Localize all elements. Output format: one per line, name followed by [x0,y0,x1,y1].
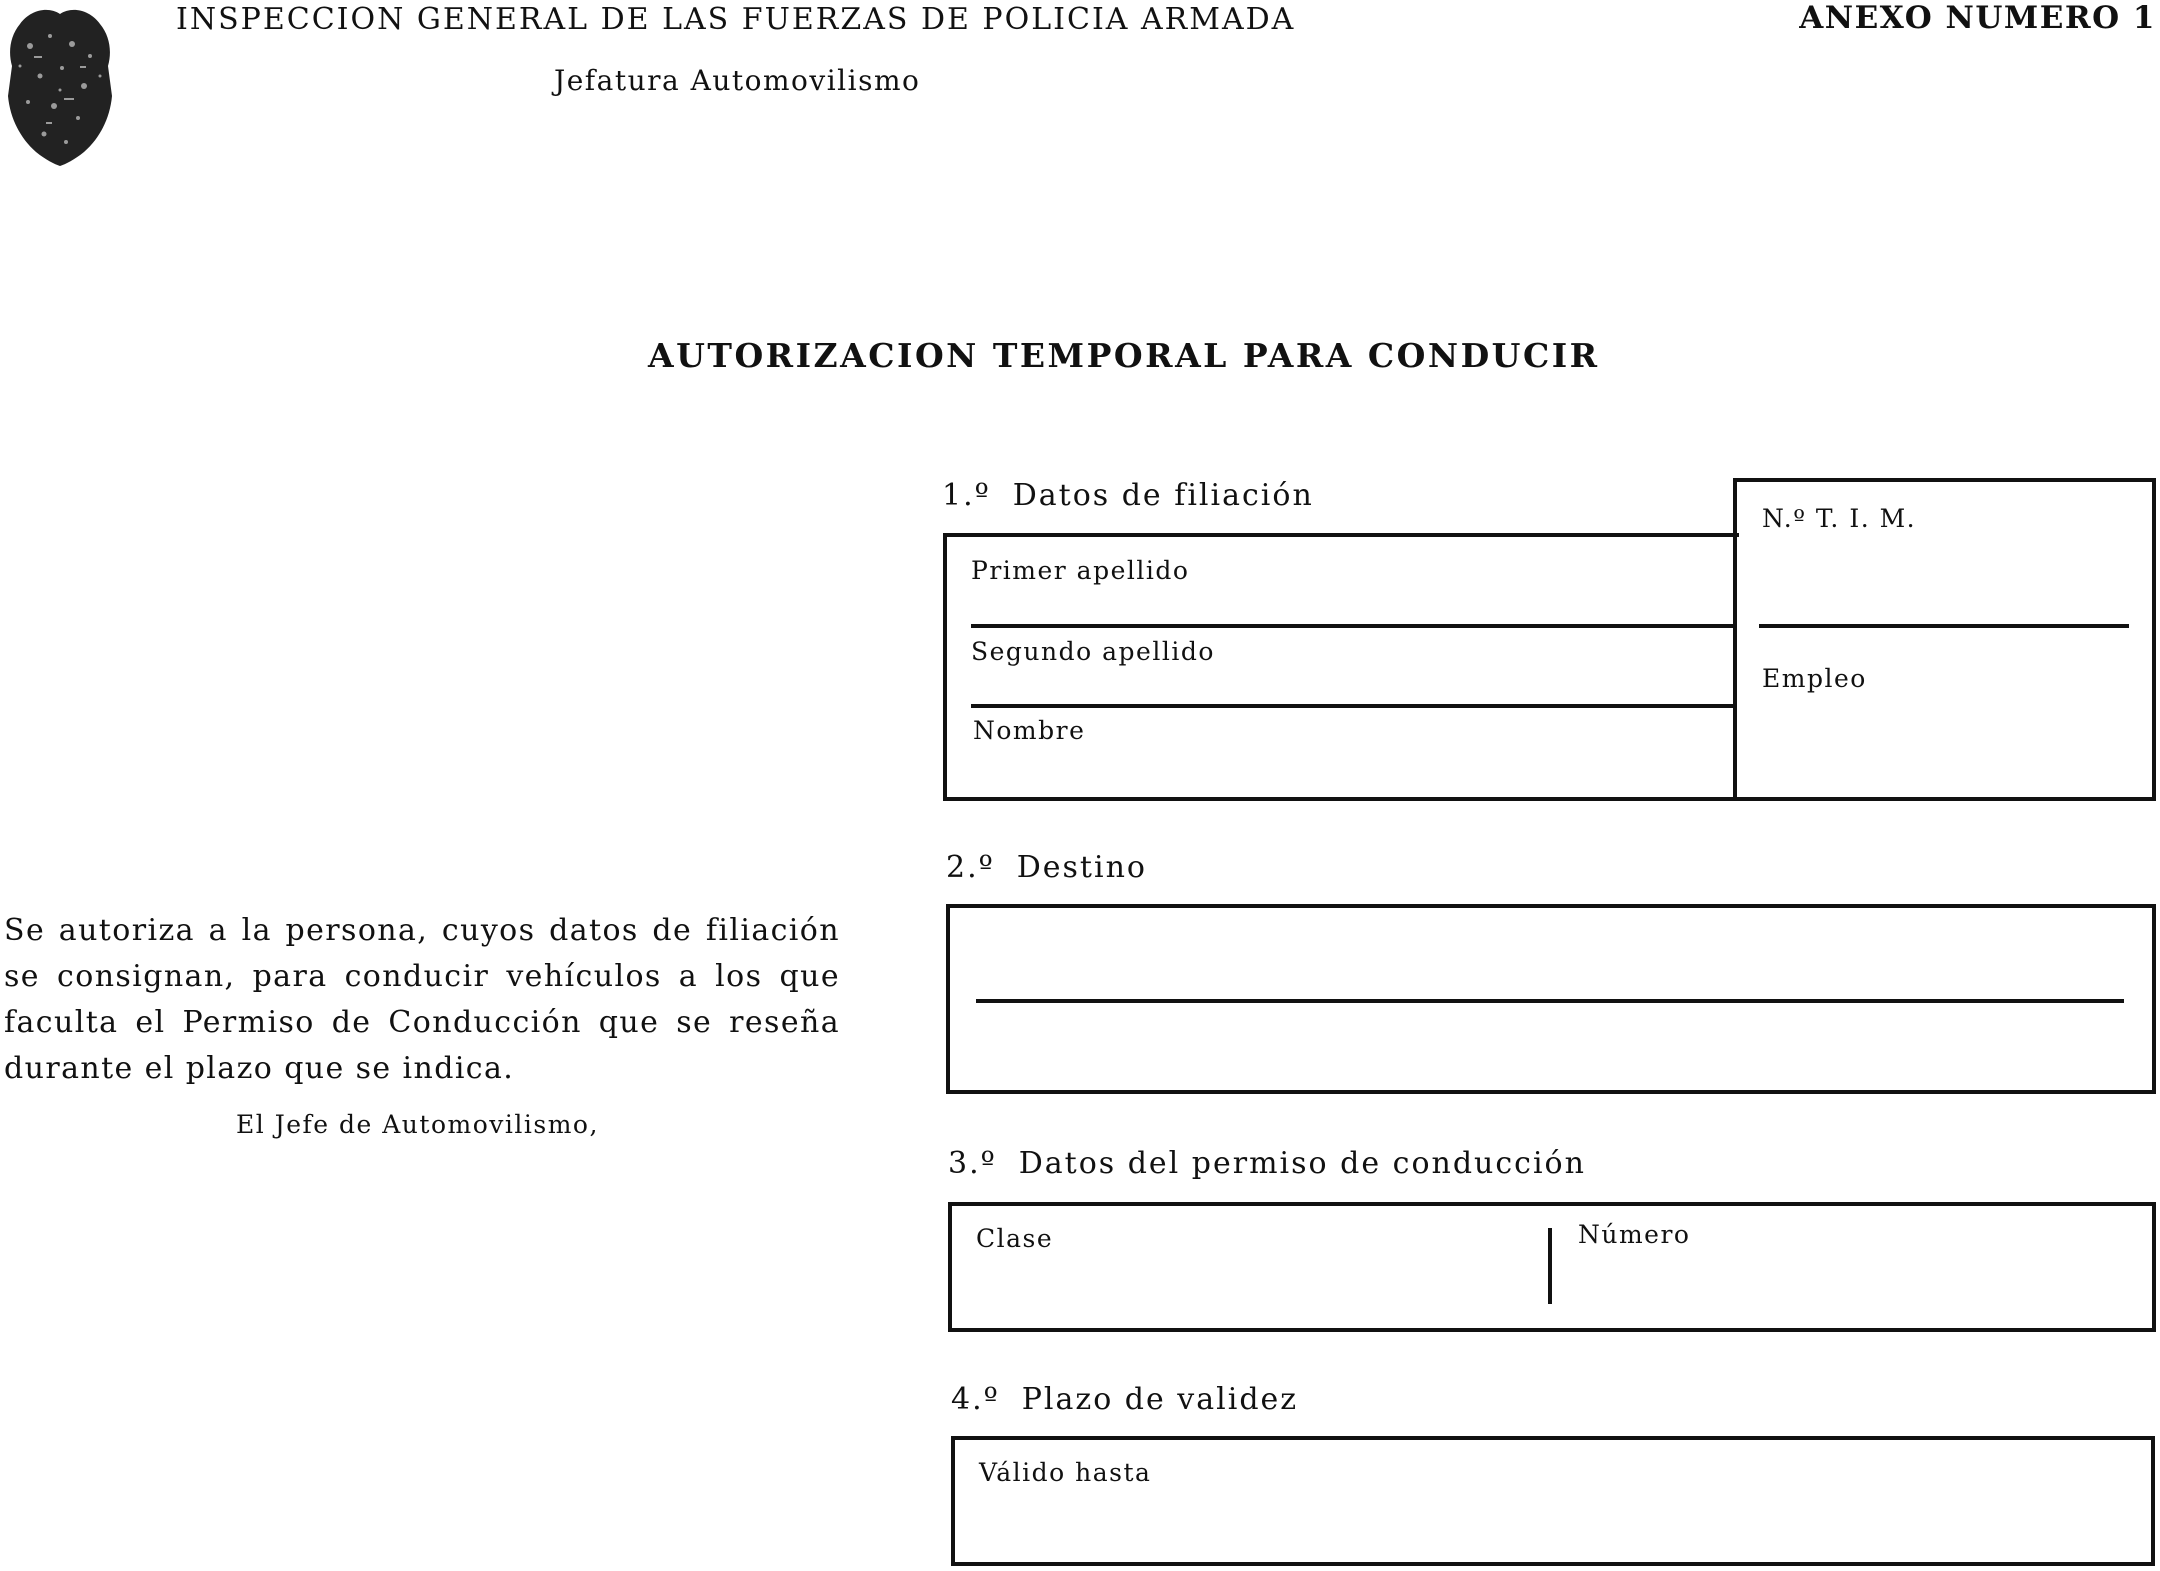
annex-label: ANEXO NUMERO 1 [1799,0,2156,36]
section-1-number: 1.º [942,478,991,513]
department-subheading: Jefatura Automovilismo [554,64,921,97]
field-nombre: Nombre [973,716,1086,745]
field-segundo-apellido: Segundo apellido [971,637,1215,666]
field-clase: Clase [976,1224,1054,1253]
field-valido-hasta: Válido hasta [979,1458,1152,1487]
field-empleo: Empleo [1762,664,1867,693]
section-2-heading [946,850,1147,885]
filiation-divider [1733,533,1737,773]
section-2-title: Destino [1016,850,1147,885]
section-4-title: Plazo de validez [1021,1382,1299,1417]
section-3-heading [948,1146,1586,1181]
field-numero: Número [1578,1220,1691,1249]
field-line-primer-apellido [971,624,1733,628]
field-primer-apellido: Primer apellido [971,556,1190,585]
field-line-tim [1759,624,2129,628]
coat-of-arms-emblem [0,6,120,166]
section-4-number: 4.º [951,1382,1000,1417]
section-3-title: Datos del permiso de conducción [1018,1146,1586,1181]
validez-box [951,1436,2155,1566]
permiso-box [948,1202,2156,1332]
section-1-title: Datos de filiación [1012,478,1314,513]
field-line-destino [976,999,2124,1003]
section-4-heading [951,1382,1298,1417]
signature-line: El Jefe de Automovilismo, [236,1110,599,1139]
section-3-number: 3.º [948,1146,997,1181]
document-title: AUTORIZACION TEMPORAL PARA CONDUCIR [648,336,1600,375]
field-tim: N.º T. I. M. [1762,504,1917,533]
permiso-divider [1548,1228,1552,1304]
institution-heading: INSPECCION GENERAL DE LAS FUERZAS DE POLICIA ARMADA [176,2,1296,37]
section-1-heading [942,478,1314,513]
authorization-text: Se autoriza a la persona, cuyos datos de filiación se consignan, para conducir vehículos a los que faculta el Permiso de Conducción que se reseña durante el plazo que se indica. [4,913,840,1086]
field-line-segundo-apellido [971,704,1733,708]
section-2-number: 2.º [946,850,995,885]
